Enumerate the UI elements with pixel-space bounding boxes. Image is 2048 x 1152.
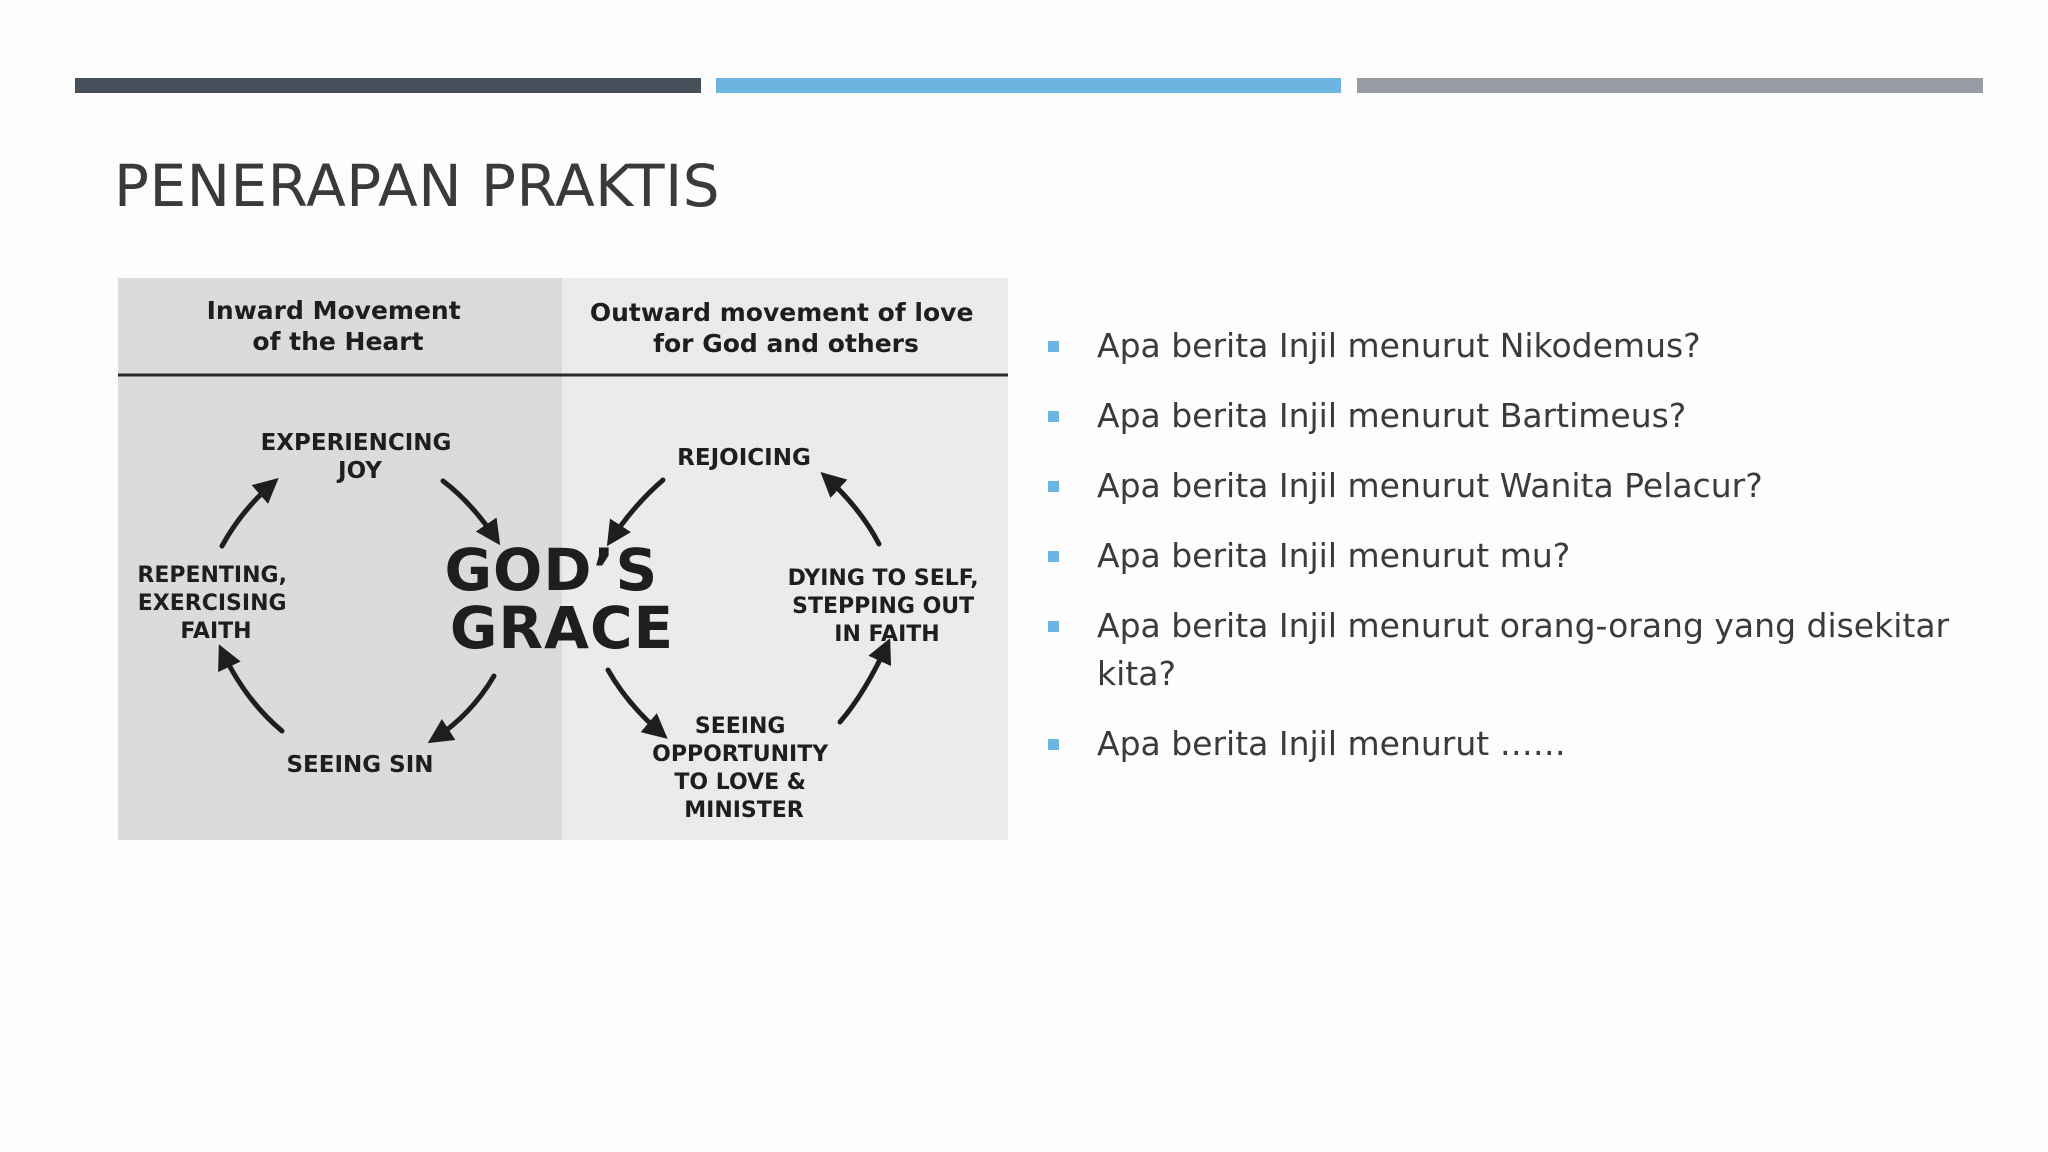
diagram-header-left: Inward Movement of the Heart [206,296,461,356]
bullet-text: Apa berita Injil menurut mu? [1097,536,1571,575]
gospel-diagram [118,278,1008,840]
bullet-text: Apa berita Injil menurut Nikodemus? [1097,326,1701,365]
bullet-item-bartimeus [1044,392,1984,440]
bullet-item-ellipsis [1044,720,1984,768]
gospel-diagram-image [118,278,1008,840]
bullet-item-nikodemus [1044,322,1984,370]
bullet-item-mu [1044,532,1984,580]
square-bullet-icon [1048,481,1059,492]
bullet-text: Apa berita Injil menurut orang-orang yang disekitar kita? [1097,606,1950,693]
diagram-right-side-label: DYING TO SELF, STEPPING OUT IN FAITH [787,566,979,647]
square-bullet-icon [1048,739,1059,750]
diagram-right-bottom-label: SEEING OPPORTUNITY TO LOVE & MINISTER [652,714,829,823]
diagram-right-top-label: REJOICING [677,445,811,471]
square-bullet-icon [1048,551,1059,562]
bullet-list [1044,322,1984,790]
bullet-text: Apa berita Injil menurut Wanita Pelacur? [1097,466,1763,505]
diagram-left-bottom-label: SEEING SIN [286,752,434,778]
diagram-header-right: Outward movement of love for God and others [589,298,974,358]
square-bullet-icon [1048,411,1059,422]
header-bar-gray [1357,78,1983,93]
diagram-left-top-label: EXPERIENCING JOY [260,430,452,484]
bullet-text: Apa berita Injil menurut …… [1097,724,1566,763]
diagram-center-label: GOD’S GRACE [444,536,675,662]
bullet-text: Apa berita Injil menurut Bartimeus? [1097,396,1687,435]
square-bullet-icon [1048,621,1059,632]
diagram-left-side-label: REPENTING, EXERCISING FAITH [137,563,287,644]
square-bullet-icon [1048,341,1059,352]
bullet-item-wanita-pelacur [1044,462,1984,510]
bullet-item-orang-sekitar [1044,602,1984,698]
slide-title: PENERAPAN PRAKTIS [114,152,721,220]
header-bar-dark [75,78,701,93]
header-bar-blue [716,78,1341,93]
